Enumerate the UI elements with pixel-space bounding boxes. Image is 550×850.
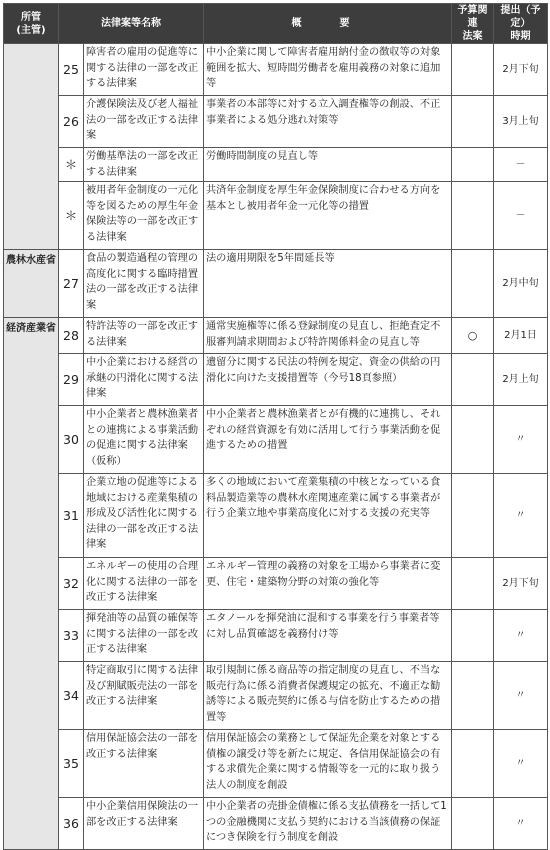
bills-table <box>3 3 548 850</box>
bill-number: ＊ <box>59 148 84 182</box>
bill-name: 企業立地の促進等による地域における産業集積の形成及び活性化に関する法律の一部を改正する法律案 <box>84 474 204 558</box>
bill-number: 34 <box>59 662 84 730</box>
bill-number: 31 <box>59 474 84 558</box>
bill-name: 揮発油等の品質の確保等に関する法律の一部を改正する法律案 <box>84 610 204 662</box>
table-row <box>4 96 548 148</box>
ministry-cell <box>4 798 59 850</box>
bill-summary: 信用保証協会の業務として保証先企業を対象とする債権の譲受け等を新たに規定、各信用保証協会の有する求償先企業に関する情報等を一元的に取り扱う法人の制度を創設 <box>204 730 452 798</box>
bill-name: 中小企業者と農林漁業者との連携による事業活動の促進に関する法律案（仮称） <box>84 406 204 474</box>
bill-number: 35 <box>59 730 84 798</box>
bill-name: 中小企業信用保険法の一部を改正する法律案 <box>84 798 204 850</box>
budget-related-mark <box>452 182 494 250</box>
bill-name: 特定商取引に関する法律及び割賦販売法の一部を改正する法律案 <box>84 662 204 730</box>
submission-timing: 〃 <box>494 406 548 474</box>
ministry-cell <box>4 148 59 182</box>
bill-name: 中小企業における経営の承継の円滑化に関する法律案 <box>84 354 204 406</box>
submission-timing: － <box>494 148 548 182</box>
ministry-cell <box>4 662 59 730</box>
submission-timing: 2月1日 <box>494 318 548 354</box>
ministry-cell <box>4 182 59 250</box>
bill-summary: 多くの地域において産業集積の中核となっている食料品製造業等の農林水産関連産業に属する事業者が行う企業立地や事業高度化に対する支援の充実等 <box>204 474 452 558</box>
submission-timing: 2月中旬 <box>494 250 548 318</box>
table-row <box>4 250 548 318</box>
bill-name: 障害者の雇用の促進等に関する法律の一部を改正する法律案 <box>84 44 204 96</box>
bill-summary: 中小企業者の売掛金債権に係る支払債務を一括して1つの金融機関に支払う契約における当該債務の保証につき保険を行う制度を創設 <box>204 798 452 850</box>
ministry-cell <box>4 474 59 558</box>
table-row <box>4 798 548 850</box>
table-row <box>4 318 548 354</box>
table-header-row <box>4 4 548 44</box>
budget-related-mark <box>452 354 494 406</box>
budget-related-mark: ○ <box>452 318 494 354</box>
budget-related-mark <box>452 250 494 318</box>
submission-timing: 2月上旬 <box>494 354 548 406</box>
bill-summary: 遺留分に関する民法の特例を規定、資金の供給の円滑化に向けた支援措置等（今号18頁参照） <box>204 354 452 406</box>
header-summary: 概 要 <box>204 4 452 44</box>
ministry-cell: 農林水産省 <box>4 250 59 318</box>
bill-name: エネルギーの使用の合理化に関する法律の一部を改正する法律案 <box>84 558 204 610</box>
ministry-cell <box>4 96 59 148</box>
table-row <box>4 610 548 662</box>
budget-related-mark <box>452 406 494 474</box>
budget-related-mark <box>452 610 494 662</box>
submission-timing: 〃 <box>494 730 548 798</box>
header-name: 法律案等名称 <box>59 4 204 44</box>
bill-summary: 通常実施権等に係る登録制度の見直し、拒絶査定不服審判請求期間および特許関係料金の見直し等 <box>204 318 452 354</box>
bill-summary: 取引規制に係る商品等の指定制度の見直し、不当な販売行為に係る消費者保護規定の拡充、不適正な勧誘等による販売契約に係る与信を防止するための措置等 <box>204 662 452 730</box>
bill-name: 介護保険法及び老人福祉法の一部を改正する法律案 <box>84 96 204 148</box>
submission-timing: 〃 <box>494 662 548 730</box>
ministry-cell <box>4 558 59 610</box>
bill-summary: エタノールを揮発油に混和する事業を行う事業者等に対し品質確認を義務付け等 <box>204 610 452 662</box>
bill-number: 26 <box>59 96 84 148</box>
table-row <box>4 730 548 798</box>
budget-related-mark <box>452 96 494 148</box>
ministry-cell <box>4 44 59 96</box>
bill-name: 信用保証協会法の一部を改正する法律案 <box>84 730 204 798</box>
ministry-cell <box>4 610 59 662</box>
budget-related-mark <box>452 474 494 558</box>
bill-summary: エネルギー管理の義務の対象を工場から事業者に変更、住宅・建築物分野の対策の強化等 <box>204 558 452 610</box>
bill-summary: 中小企業に関して障害者雇用納付金の徴収等の対象範囲を拡大、短時間労働者を雇用義務の対象に追加等 <box>204 44 452 96</box>
submission-timing: 〃 <box>494 610 548 662</box>
table-row <box>4 558 548 610</box>
table-row <box>4 182 548 250</box>
budget-related-mark <box>452 730 494 798</box>
bill-number: 28 <box>59 318 84 354</box>
bill-summary: 労働時間制度の見直し等 <box>204 148 452 182</box>
bill-number: 25 <box>59 44 84 96</box>
bill-name: 特許法等の一部を改正する法律案 <box>84 318 204 354</box>
bill-summary: 法の適用期限を5年間延長等 <box>204 250 452 318</box>
bill-name: 被用者年金制度の一元化等を図るための厚生年金保険法等の一部を改正する法律案 <box>84 182 204 250</box>
budget-related-mark <box>452 558 494 610</box>
table-row <box>4 662 548 730</box>
bill-number: 29 <box>59 354 84 406</box>
ministry-cell: 経済産業省 <box>4 318 59 354</box>
submission-timing: 〃 <box>494 798 548 850</box>
ministry-cell <box>4 354 59 406</box>
ministry-cell <box>4 406 59 474</box>
bill-name: 労働基準法の一部を改正する法律案 <box>84 148 204 182</box>
bill-number: 32 <box>59 558 84 610</box>
bill-name: 食品の製造過程の管理の高度化に関する臨時措置法の一部を改正する法律案 <box>84 250 204 318</box>
submission-timing: － <box>494 182 548 250</box>
bill-summary: 中小企業者と農林漁業者とが有機的に連携し、それぞれの経営資源を有効に活用して行う事業活動を促進するための措置 <box>204 406 452 474</box>
bill-summary: 事業者の本部等に対する立入調査権等の創設、不正事業者による処分逃れ対策等 <box>204 96 452 148</box>
submission-timing: 2月下旬 <box>494 44 548 96</box>
submission-timing: 3月上旬 <box>494 96 548 148</box>
bill-number: 36 <box>59 798 84 850</box>
header-ministry: 所管 (主管) <box>4 4 59 44</box>
table-row <box>4 148 548 182</box>
table-row <box>4 474 548 558</box>
table-row <box>4 354 548 406</box>
submission-timing: 2月下旬 <box>494 558 548 610</box>
bill-number: 33 <box>59 610 84 662</box>
budget-related-mark <box>452 798 494 850</box>
bill-number: 30 <box>59 406 84 474</box>
budget-related-mark <box>452 44 494 96</box>
bill-number: ＊ <box>59 182 84 250</box>
table-row <box>4 406 548 474</box>
ministry-cell <box>4 730 59 798</box>
submission-timing: 〃 <box>494 474 548 558</box>
budget-related-mark <box>452 662 494 730</box>
bill-summary: 共済年金制度を厚生年金保険制度に合わせる方向を基本とし被用者年金一元化等の措置 <box>204 182 452 250</box>
bill-number: 27 <box>59 250 84 318</box>
budget-related-mark <box>452 148 494 182</box>
header-submit: 提出（予定） 時期 <box>494 4 548 44</box>
table-row <box>4 44 548 96</box>
header-budget: 予算関連 法案 <box>452 4 494 44</box>
